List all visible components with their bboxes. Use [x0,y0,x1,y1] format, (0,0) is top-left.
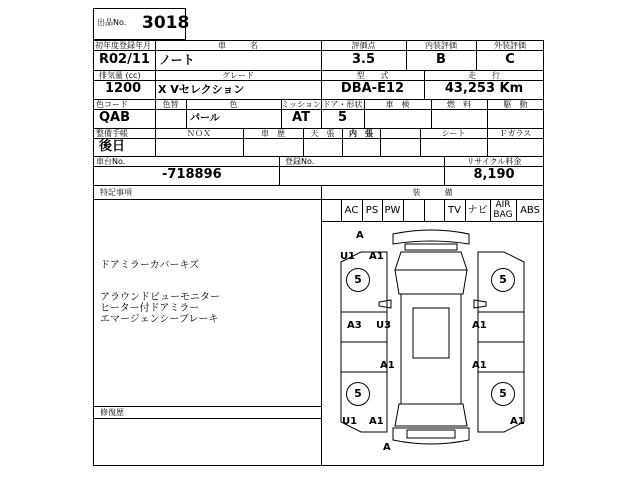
seat-label: シート [441,129,466,138]
glass-label: Ｆガラス [499,129,532,138]
rule [93,185,544,186]
reg-year-label: 初年度登録年月 [95,41,151,50]
color-code-value: QAB [99,110,131,125]
exterior-label: 外装評価 [494,41,526,50]
interior-value: B [436,52,446,67]
equipment-airbag: AIR BAG [493,200,513,220]
damage-left-front-fender: U1 [340,251,356,262]
damage-left-rear-wheel: 5 [346,382,370,406]
damage-rear-bumper: A [383,442,391,453]
recycle-value: 8,190 [473,167,515,182]
chassis-value: -718896 [162,167,222,182]
exterior-value: C [505,52,515,67]
damage-rear-left-bumper: U1 [342,416,358,427]
lot-number: 3018 [142,13,190,33]
damage-rear-right-corner: A1 [510,416,525,427]
reg-year-value: R02/11 [99,52,150,67]
color-swap-label: 色替 [162,100,179,109]
rule [403,199,404,221]
damage-front: A [356,230,364,241]
color-label: 色 [229,100,238,109]
damage-right-rear: A1 [472,360,487,371]
notes-label: 特記事項 [100,188,132,197]
reg-no-label: 登録No. [285,157,315,166]
damage-left-front-wheel: 5 [346,268,370,292]
recycle-label: リサイクル料金 [466,157,522,166]
doors-label: ドア・形状 [322,100,363,109]
grade-value: X Vセレクション [158,83,245,96]
damage-rear-center: A1 [380,360,395,371]
equipment-navi: ナビ [467,205,488,216]
interior-label: 内装評価 [425,41,457,50]
note-line: ヒーター付ドアミラー [100,303,200,314]
equipment-abs: ABS [520,205,540,216]
rule [93,418,321,419]
damage-right-rear-wheel: 5 [491,382,515,406]
equipment-tv: TV [448,205,461,216]
roof-trim-label: 天 張 [310,129,335,138]
interior-trim-label: 内 張 [349,129,373,138]
color-code-label: 色コード [96,100,128,109]
equipment-ps: PS [365,205,379,216]
equipment-label: 装 備 [412,188,453,197]
damage-left-side: A3 [347,320,362,331]
drive-label: 駆 動 [503,100,528,109]
note-line: ドアミラーカバーキズ [100,260,200,271]
car-name-value: ノート [159,53,195,67]
chassis-label: 車台No. [96,157,126,166]
rule [279,156,280,185]
lot-label: 出品No. [97,18,127,27]
equipment-ac: AC [344,205,359,216]
manual-label: 整備手帳 [96,129,128,138]
rule [380,128,381,156]
inspection-label: 車 検 [385,100,410,109]
grade-label: グレード [222,71,254,80]
score-label: 評価点 [351,41,376,50]
color-value: パール [190,113,220,124]
mileage-label: 走 行 [468,71,500,80]
rule [93,406,321,407]
note-line: エマージェンシーブレーキ [100,314,219,325]
damage-roof: U3 [376,320,392,331]
car-name-label: 車 名 [218,41,258,50]
damage-left-front-door: A1 [369,251,384,262]
note-line: アラウンドビューモニター [100,292,220,303]
doors-value: 5 [337,110,348,125]
damage-rear-left-corner: A1 [369,416,384,427]
displacement-label: 排気量 (cc) [99,71,141,80]
damage-right-front-wheel: 5 [491,268,515,292]
manual-value: 後日 [99,139,126,154]
damage-right-side: A1 [472,320,487,331]
equipment-pw: PW [384,205,401,216]
history-label: 車 歴 [261,129,285,138]
model-label: 型 式 [356,71,389,80]
transmission-value: AT [292,110,310,125]
nox-label: ＮＯＸ [187,129,211,138]
model-value: DBA-E12 [340,81,405,96]
rule [424,199,425,221]
score-value: 3.5 [351,52,376,67]
displacement-value: 1200 [105,81,142,96]
fuel-label: 燃 料 [447,100,471,109]
transmission-label: ミッション [281,100,321,109]
mileage-value: 43,253 Km [444,81,524,96]
repair-label: 修復歴 [100,408,124,417]
